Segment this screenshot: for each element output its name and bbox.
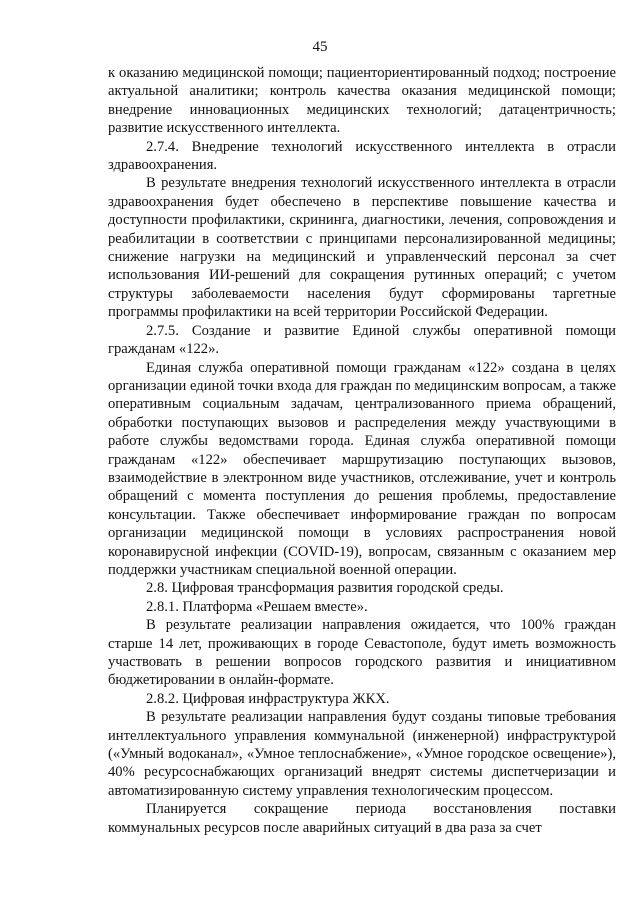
section-heading-2-7-4: 2.7.4. Внедрение технологий искусственного интеллекта в отрасли здравоохранения. xyxy=(108,138,616,174)
section-heading-2-8: 2.8. Цифровая трансформация развития городской среды. xyxy=(146,580,504,597)
paragraph-platform: В результате реализации направления ожидается, что 100% граждан старше 14 лет, проживающих в городе Севастополе, будут иметь возможность участвовать в решении вопросов городского развития и инициативном бюджетировании в онлайн-формате. xyxy=(108,617,616,689)
section-heading-2-7-5: 2.7.5. Создание и развитие Единой службы оперативной помощи гражданам «122». xyxy=(108,322,616,358)
paragraph-intro-continuation: к оказанию медицинской помощи; пациенториентированный подход; построение актуальной аналитики; контроль качества оказания медицинской помощи; внедрение инновационных медицинских технологий; датацентричность; развитие искусственного интеллекта. xyxy=(108,65,616,137)
paragraph-housing-infrastructure: В результате реализации направления будут созданы типовые требования интеллектуального управления коммунальной (инженерной) инфраструктурой («Умный водоканал», «Умное теплоснабжение», «Умное городское освещение»), 40% ресурсоснабжающих организаций внедрят системы диспетчеризации и автоматизированную систему управления технологическим процессом. xyxy=(108,709,616,799)
paragraph-recovery-period: Планируется сокращение периода восстановления поставки коммунальных ресурсов после аварийных ситуаций в два раза за счет xyxy=(108,801,616,836)
page-number: 45 xyxy=(312,39,328,55)
section-heading-2-8-1: 2.8.1. Платформа «Решаем вместе». xyxy=(146,598,368,615)
paragraph-ai-healthcare: В результате внедрения технологий искусственного интеллекта в отрасли здравоохранения будет обеспечено в перспективе повышение качества и доступности профилактики, скрининга, диагностики, лечения, сопровождения и реабилитации в соответствии с принципами персонализированной медицины; снижение нагрузки на медицинский и управленческий персонал за счет использования ИИ-решений для сокращения рутинных операций; с учетом структуры заболеваемости населения будут сформированы таргетные программы профилактики на всей территории Российской Федерации. xyxy=(108,175,616,321)
paragraph-service-122: Единая служба оперативной помощи гражданам «122» создана в целях организации единой точки входа для граждан по медицинским вопросам, а также оперативным социальным задачам, централизованного приема обращений, обработки поступающих вызовов и распределения между участвующими в работе службы ведомствами города. Единая служба оперативной помощи гражданам «122» обеспечивает маршрутизацию поступающих вызовов, взаимодействие в электронном виде участников, отслеживание, учет и контроль обращений с момента поступления до решения проблемы, предоставление консультации. Также обеспечивает информирование граждан по вопросам организации медицинской помощи в условиях распространения новой коронавирусной инфекции (COVID-19), вопросам, связанным с оказанием мер поддержки участникам специальной военной операции. xyxy=(108,359,616,578)
section-heading-2-8-2: 2.8.2. Цифровая инфраструктура ЖКХ. xyxy=(146,690,390,707)
document-body xyxy=(108,64,616,837)
